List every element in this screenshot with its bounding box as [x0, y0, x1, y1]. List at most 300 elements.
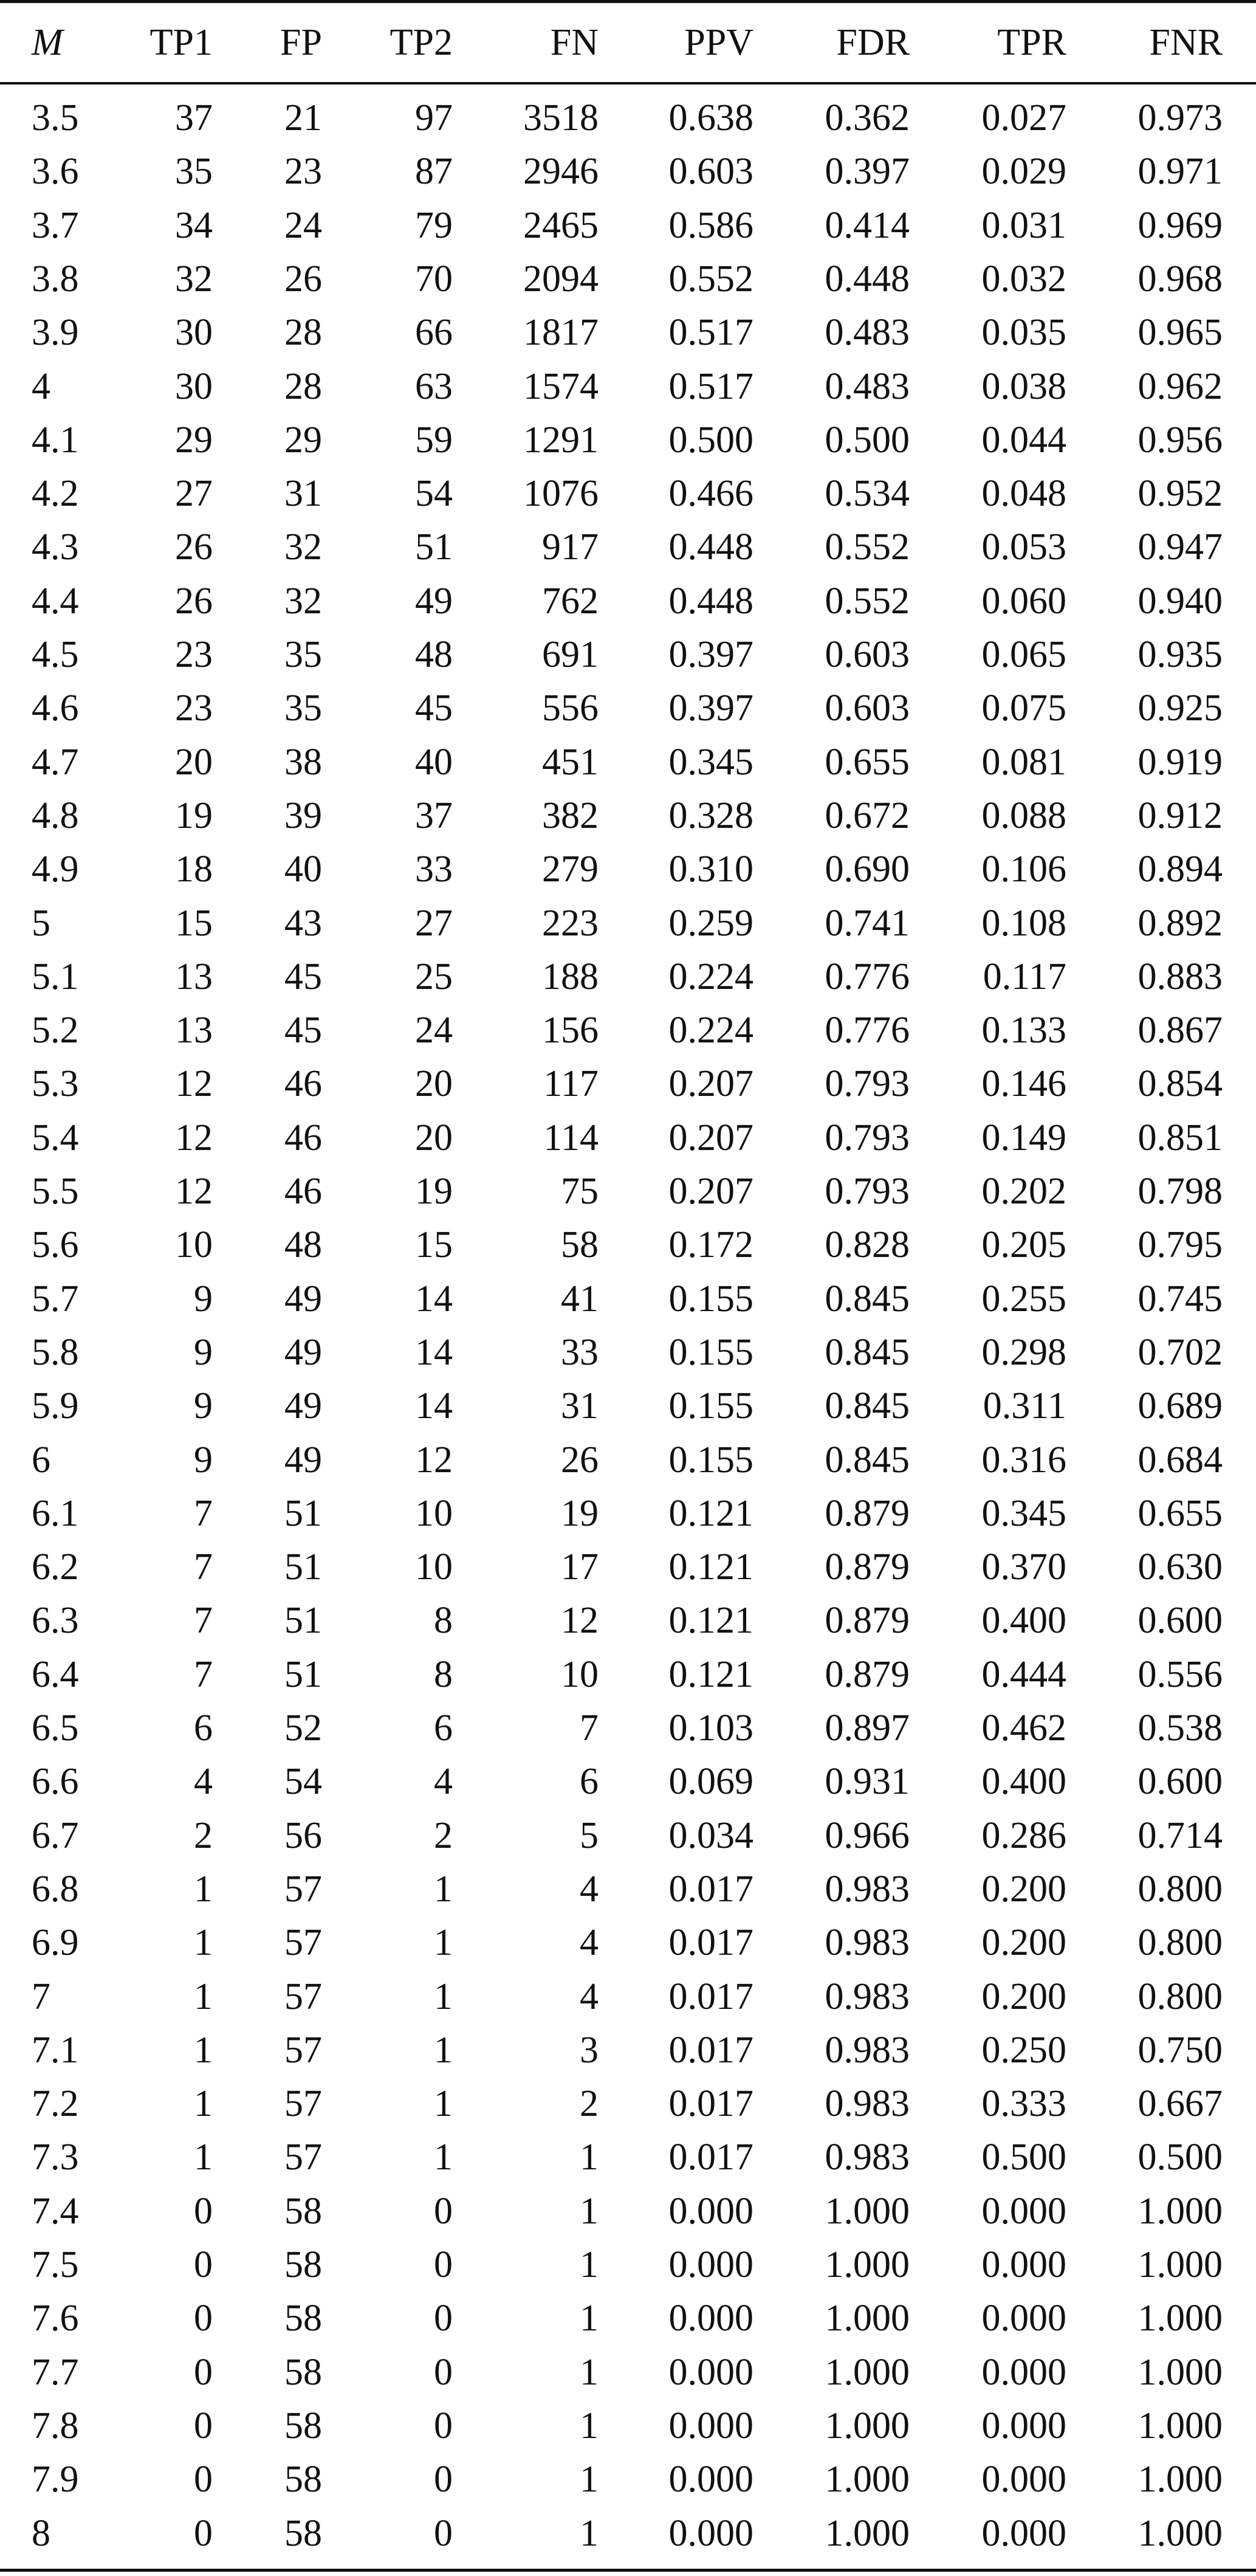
- cell-fnr: 0.600: [1138, 1600, 1223, 1641]
- cell-tpr: 0.044: [981, 419, 1066, 461]
- cell-fn: 12: [561, 1600, 599, 1641]
- cell-tp1: 23: [175, 634, 213, 675]
- cell-fn: 917: [542, 526, 599, 568]
- cell-fn: 1: [580, 2137, 599, 2178]
- cell-tp2: 1: [434, 1922, 453, 1963]
- cell-tp2: 1: [434, 1976, 453, 2017]
- cell-m: 4.5: [32, 634, 79, 675]
- table-header-row: [0, 5, 1256, 80]
- cell-ppv: 0.207: [668, 1063, 753, 1104]
- cell-tpr: 0.311: [983, 1385, 1066, 1427]
- cell-tpr: 0.065: [981, 634, 1066, 675]
- cell-fp: 51: [284, 1654, 322, 1695]
- cell-fn: 691: [542, 634, 599, 675]
- table-row: [0, 413, 1256, 467]
- cell-tp1: 35: [175, 151, 213, 192]
- cell-ppv: 0.155: [668, 1385, 753, 1427]
- cell-tpr: 0.000: [981, 2298, 1066, 2339]
- cell-m: 3.5: [32, 97, 79, 139]
- cell-tp2: 0: [434, 2459, 453, 2500]
- cell-m: 5.9: [32, 1385, 79, 1427]
- cell-fdr: 0.879: [825, 1493, 910, 1534]
- cell-tpr: 0.462: [981, 1707, 1066, 1749]
- cell-fp: 58: [284, 2191, 322, 2232]
- cell-fn: 1076: [523, 473, 599, 514]
- header-m: M: [32, 22, 63, 63]
- cell-m: 5.8: [32, 1332, 79, 1373]
- cell-fn: 4: [580, 1976, 599, 2017]
- cell-fp: 49: [284, 1439, 322, 1481]
- cell-fdr: 0.983: [825, 2083, 910, 2124]
- cell-m: 5.2: [32, 1010, 79, 1051]
- cell-fdr: 1.000: [825, 2298, 910, 2339]
- cell-tp1: 7: [194, 1654, 213, 1695]
- cell-fdr: 0.983: [825, 1976, 910, 2017]
- table-row: [0, 2346, 1256, 2399]
- cell-ppv: 0.603: [668, 151, 753, 192]
- cell-fn: 5: [580, 1815, 599, 1856]
- cell-ppv: 0.207: [668, 1171, 753, 1212]
- cell-fnr: 0.919: [1138, 742, 1223, 783]
- cell-fp: 58: [284, 2298, 322, 2339]
- table-row: [0, 950, 1256, 1004]
- table-row: [0, 1809, 1256, 1862]
- cell-tp1: 34: [175, 205, 213, 246]
- cell-fp: 57: [284, 2137, 322, 2178]
- cell-fnr: 0.556: [1138, 1654, 1223, 1695]
- cell-fdr: 1.000: [825, 2352, 910, 2393]
- cell-tp1: 12: [175, 1171, 213, 1212]
- cell-fn: 279: [542, 849, 599, 890]
- cell-fp: 58: [284, 2459, 322, 2500]
- cell-tp1: 9: [194, 1278, 213, 1320]
- cell-fdr: 0.983: [825, 2030, 910, 2071]
- cell-fp: 49: [284, 1332, 322, 1373]
- cell-fn: 1817: [523, 312, 599, 353]
- cell-m: 7.4: [32, 2191, 79, 2232]
- cell-fdr: 0.845: [825, 1278, 910, 1320]
- cell-fn: 1: [580, 2459, 599, 2500]
- cell-fp: 49: [284, 1385, 322, 1427]
- cell-tp1: 7: [194, 1546, 213, 1588]
- cell-tp2: 79: [415, 205, 453, 246]
- cell-ppv: 0.000: [668, 2244, 753, 2285]
- cell-m: 7.7: [32, 2352, 79, 2393]
- cell-tp2: 12: [415, 1439, 453, 1481]
- cell-fp: 46: [284, 1171, 322, 1212]
- cell-tp1: 0: [194, 2459, 213, 2500]
- cell-tp1: 1: [194, 1976, 213, 2017]
- table-row: [0, 1165, 1256, 1218]
- table-row: [0, 681, 1256, 735]
- cell-fnr: 0.600: [1138, 1761, 1223, 1802]
- cell-m: 6.3: [32, 1600, 79, 1641]
- cell-ppv: 0.155: [668, 1439, 753, 1481]
- cell-tp2: 33: [415, 849, 453, 890]
- cell-fn: 1291: [523, 419, 599, 461]
- cell-fn: 1574: [523, 366, 599, 407]
- cell-tp2: 45: [415, 687, 453, 729]
- cell-tpr: 0.032: [981, 258, 1066, 300]
- cell-fn: 382: [542, 795, 599, 836]
- cell-tpr: 0.000: [981, 2352, 1066, 2393]
- cell-fn: 33: [561, 1332, 599, 1373]
- table-header-rule: [0, 82, 1256, 84]
- cell-fdr: 0.397: [825, 151, 910, 192]
- header-ppv: PPV: [684, 22, 753, 63]
- cell-fnr: 0.800: [1138, 1976, 1223, 2017]
- cell-tpr: 0.200: [981, 1868, 1066, 1910]
- cell-m: 6.7: [32, 1815, 79, 1856]
- cell-m: 7.6: [32, 2298, 79, 2339]
- cell-tpr: 0.146: [981, 1063, 1066, 1104]
- table-row: [0, 1004, 1256, 1057]
- cell-tp1: 19: [175, 795, 213, 836]
- cell-ppv: 0.224: [668, 1010, 753, 1051]
- cell-tpr: 0.081: [981, 742, 1066, 783]
- header-fdr: FDR: [836, 22, 910, 63]
- table-row: [0, 2453, 1256, 2506]
- cell-fnr: 1.000: [1138, 2191, 1223, 2232]
- table-row: [0, 2399, 1256, 2453]
- cell-fdr: 0.414: [825, 205, 910, 246]
- cell-fnr: 0.940: [1138, 580, 1223, 622]
- cell-tp1: 2: [194, 1815, 213, 1856]
- table-row: [0, 360, 1256, 413]
- cell-tp1: 1: [194, 1922, 213, 1963]
- header-fp: FP: [280, 22, 322, 63]
- cell-tpr: 0.000: [981, 2405, 1066, 2447]
- cell-fp: 57: [284, 1868, 322, 1910]
- cell-fp: 58: [284, 2244, 322, 2285]
- cell-tpr: 0.200: [981, 1922, 1066, 1963]
- cell-fdr: 0.931: [825, 1761, 910, 1802]
- cell-tpr: 0.000: [981, 2513, 1066, 2554]
- cell-tp1: 9: [194, 1385, 213, 1427]
- cell-tp1: 1: [194, 2083, 213, 2124]
- cell-tp1: 18: [175, 849, 213, 890]
- cell-fdr: 0.966: [825, 1815, 910, 1856]
- cell-fdr: 0.655: [825, 742, 910, 783]
- cell-fnr: 1.000: [1138, 2298, 1223, 2339]
- cell-ppv: 0.448: [668, 526, 753, 568]
- cell-tpr: 0.205: [981, 1224, 1066, 1266]
- cell-m: 5.5: [32, 1171, 79, 1212]
- cell-ppv: 0.000: [668, 2405, 753, 2447]
- cell-fnr: 0.867: [1138, 1010, 1223, 1051]
- cell-tp2: 1: [434, 1868, 453, 1910]
- cell-fdr: 0.603: [825, 634, 910, 675]
- cell-ppv: 0.017: [668, 1976, 753, 2017]
- cell-m: 6.1: [32, 1493, 79, 1534]
- cell-fnr: 0.655: [1138, 1493, 1223, 1534]
- cell-fnr: 0.630: [1138, 1546, 1223, 1588]
- cell-tp1: 0: [194, 2352, 213, 2393]
- cell-fdr: 0.690: [825, 849, 910, 890]
- cell-tpr: 0.250: [981, 2030, 1066, 2071]
- cell-fdr: 0.983: [825, 1868, 910, 1910]
- cell-fp: 35: [284, 634, 322, 675]
- cell-tp2: 6: [434, 1707, 453, 1749]
- cell-fnr: 0.892: [1138, 903, 1223, 944]
- cell-fnr: 0.798: [1138, 1171, 1223, 1212]
- cell-fn: 2946: [523, 151, 599, 192]
- cell-fp: 56: [284, 1815, 322, 1856]
- header-tp1: TP1: [149, 22, 213, 63]
- cell-ppv: 0.517: [668, 312, 753, 353]
- cell-tp2: 1: [434, 2137, 453, 2178]
- cell-fp: 26: [284, 258, 322, 300]
- table-row: [0, 1540, 1256, 1594]
- cell-fn: 1: [580, 2298, 599, 2339]
- cell-fn: 6: [580, 1761, 599, 1802]
- cell-fdr: 0.983: [825, 1922, 910, 1963]
- cell-tp2: 24: [415, 1010, 453, 1051]
- cell-tp2: 87: [415, 151, 453, 192]
- table-row: [0, 1111, 1256, 1165]
- cell-ppv: 0.121: [668, 1493, 753, 1534]
- cell-tp2: 59: [415, 419, 453, 461]
- cell-ppv: 0.121: [668, 1654, 753, 1695]
- cell-tpr: 0.333: [981, 2083, 1066, 2124]
- cell-fdr: 1.000: [825, 2191, 910, 2232]
- cell-fdr: 0.776: [825, 1010, 910, 1051]
- cell-ppv: 0.638: [668, 97, 753, 139]
- table-bottom-rule: [0, 2569, 1256, 2572]
- header-fnr: FNR: [1149, 22, 1223, 63]
- table-row: [0, 1916, 1256, 1969]
- cell-fnr: 0.667: [1138, 2083, 1223, 2124]
- cell-fn: 556: [542, 687, 599, 729]
- cell-ppv: 0.500: [668, 419, 753, 461]
- cell-fn: 451: [542, 742, 599, 783]
- cell-ppv: 0.017: [668, 2137, 753, 2178]
- table-row: [0, 1272, 1256, 1326]
- cell-fn: 1: [580, 2405, 599, 2447]
- cell-fn: 58: [561, 1224, 599, 1266]
- cell-ppv: 0.017: [668, 2083, 753, 2124]
- cell-tp2: 10: [415, 1493, 453, 1534]
- table-row: [0, 1594, 1256, 1647]
- cell-tp2: 2: [434, 1815, 453, 1856]
- cell-m: 6.5: [32, 1707, 79, 1749]
- cell-m: 7.2: [32, 2083, 79, 2124]
- cell-fn: 1: [580, 2191, 599, 2232]
- cell-tpr: 0.316: [981, 1439, 1066, 1481]
- cell-fp: 54: [284, 1761, 322, 1802]
- cell-ppv: 0.552: [668, 258, 753, 300]
- cell-tpr: 0.200: [981, 1976, 1066, 2017]
- cell-fdr: 0.845: [825, 1332, 910, 1373]
- cell-fnr: 0.689: [1138, 1385, 1223, 1427]
- cell-fn: 1: [580, 2352, 599, 2393]
- table-row: [0, 1487, 1256, 1540]
- cell-tpr: 0.000: [981, 2191, 1066, 2232]
- cell-tp2: 1: [434, 2083, 453, 2124]
- cell-tpr: 0.255: [981, 1278, 1066, 1320]
- cell-tp1: 7: [194, 1600, 213, 1641]
- cell-fdr: 0.448: [825, 258, 910, 300]
- cell-fn: 3: [580, 2030, 599, 2071]
- cell-fn: 114: [543, 1117, 599, 1159]
- cell-m: 4.6: [32, 687, 79, 729]
- cell-fp: 52: [284, 1707, 322, 1749]
- cell-fnr: 1.000: [1138, 2513, 1223, 2554]
- cell-tpr: 0.060: [981, 580, 1066, 622]
- cell-tp1: 26: [175, 526, 213, 568]
- cell-fp: 31: [284, 473, 322, 514]
- cell-fdr: 0.845: [825, 1439, 910, 1481]
- cell-tpr: 0.029: [981, 151, 1066, 192]
- cell-m: 4: [32, 366, 50, 407]
- table-row: [0, 842, 1256, 896]
- cell-fp: 46: [284, 1063, 322, 1104]
- cell-fdr: 1.000: [825, 2405, 910, 2447]
- cell-fdr: 0.741: [825, 903, 910, 944]
- cell-fn: 4: [580, 1868, 599, 1910]
- cell-fn: 17: [561, 1546, 599, 1588]
- cell-fnr: 0.800: [1138, 1868, 1223, 1910]
- cell-fnr: 0.956: [1138, 419, 1223, 461]
- cell-tp1: 20: [175, 742, 213, 783]
- cell-ppv: 0.017: [668, 1922, 753, 1963]
- cell-fnr: 1.000: [1138, 2244, 1223, 2285]
- cell-tp2: 25: [415, 956, 453, 997]
- cell-fnr: 0.702: [1138, 1332, 1223, 1373]
- cell-tp2: 10: [415, 1546, 453, 1588]
- cell-fp: 51: [284, 1546, 322, 1588]
- cell-fp: 38: [284, 742, 322, 783]
- cell-fn: 3518: [523, 97, 599, 139]
- cell-ppv: 0.310: [668, 849, 753, 890]
- cell-ppv: 0.517: [668, 366, 753, 407]
- cell-fp: 29: [284, 419, 322, 461]
- cell-tp2: 0: [434, 2191, 453, 2232]
- cell-fdr: 0.534: [825, 473, 910, 514]
- header-tpr: TPR: [997, 22, 1066, 63]
- cell-fdr: 0.793: [825, 1063, 910, 1104]
- cell-ppv: 0.000: [668, 2513, 753, 2554]
- cell-m: 7.8: [32, 2405, 79, 2447]
- cell-fdr: 0.362: [825, 97, 910, 139]
- cell-m: 6: [32, 1439, 50, 1481]
- cell-fdr: 0.483: [825, 312, 910, 353]
- cell-tp1: 6: [194, 1707, 213, 1749]
- cell-tp2: 48: [415, 634, 453, 675]
- cell-ppv: 0.034: [668, 1815, 753, 1856]
- cell-fn: 223: [542, 903, 599, 944]
- cell-fdr: 0.879: [825, 1654, 910, 1695]
- cell-fp: 35: [284, 687, 322, 729]
- table-row: [0, 145, 1256, 198]
- cell-fn: 4: [580, 1922, 599, 1963]
- cell-fnr: 1.000: [1138, 2405, 1223, 2447]
- cell-fnr: 0.851: [1138, 1117, 1223, 1159]
- cell-tp1: 10: [175, 1224, 213, 1266]
- cell-tp2: 8: [434, 1600, 453, 1641]
- cell-tp2: 20: [415, 1063, 453, 1104]
- header-fn: FN: [550, 22, 599, 63]
- cell-m: 7.1: [32, 2030, 79, 2071]
- cell-fp: 58: [284, 2405, 322, 2447]
- cell-fnr: 0.962: [1138, 366, 1223, 407]
- cell-fdr: 0.845: [825, 1385, 910, 1427]
- table-row: [0, 1701, 1256, 1755]
- cell-tp1: 15: [175, 903, 213, 944]
- cell-ppv: 0.000: [668, 2459, 753, 2500]
- cell-m: 8: [32, 2513, 50, 2554]
- cell-tp2: 1: [434, 2030, 453, 2071]
- table-row: [0, 1379, 1256, 1433]
- cell-fdr: 0.672: [825, 795, 910, 836]
- cell-tp1: 0: [194, 2405, 213, 2447]
- cell-tpr: 0.048: [981, 473, 1066, 514]
- cell-ppv: 0.000: [668, 2352, 753, 2393]
- table-row: [0, 1326, 1256, 1379]
- cell-tpr: 0.035: [981, 312, 1066, 353]
- cell-fdr: 0.828: [825, 1224, 910, 1266]
- cell-fp: 58: [284, 2513, 322, 2554]
- cell-fp: 57: [284, 2030, 322, 2071]
- table-row: [0, 1057, 1256, 1111]
- cell-tp1: 7: [194, 1493, 213, 1534]
- cell-tp2: 51: [415, 526, 453, 568]
- cell-ppv: 0.017: [668, 1868, 753, 1910]
- cell-tpr: 0.149: [981, 1117, 1066, 1159]
- cell-tpr: 0.500: [981, 2137, 1066, 2178]
- table-row: [0, 467, 1256, 520]
- cell-tp1: 4: [194, 1761, 213, 1802]
- cell-tpr: 0.298: [981, 1332, 1066, 1373]
- cell-fdr: 0.552: [825, 526, 910, 568]
- cell-ppv: 0.121: [668, 1546, 753, 1588]
- cell-fdr: 0.983: [825, 2137, 910, 2178]
- cell-fp: 57: [284, 1922, 322, 1963]
- cell-fp: 51: [284, 1600, 322, 1641]
- cell-fdr: 0.776: [825, 956, 910, 997]
- cell-fdr: 0.879: [825, 1546, 910, 1588]
- table-row: [0, 2130, 1256, 2184]
- cell-m: 3.8: [32, 258, 79, 300]
- cell-fp: 48: [284, 1224, 322, 1266]
- table-row: [0, 574, 1256, 628]
- cell-fn: 156: [542, 1010, 599, 1051]
- cell-fdr: 0.793: [825, 1171, 910, 1212]
- table-row: [0, 2023, 1256, 2077]
- cell-fnr: 0.894: [1138, 849, 1223, 890]
- cell-fnr: 0.714: [1138, 1815, 1223, 1856]
- cell-tp2: 14: [415, 1278, 453, 1320]
- table-row: [0, 2507, 1256, 2560]
- cell-fn: 2465: [523, 205, 599, 246]
- cell-fnr: 0.854: [1138, 1063, 1223, 1104]
- cell-fnr: 0.971: [1138, 151, 1223, 192]
- cell-fp: 24: [284, 205, 322, 246]
- cell-tp1: 0: [194, 2298, 213, 2339]
- cell-m: 7.9: [32, 2459, 79, 2500]
- table-row: [0, 1648, 1256, 1701]
- cell-tpr: 0.027: [981, 97, 1066, 139]
- cell-ppv: 0.448: [668, 580, 753, 622]
- table-row: [0, 1970, 1256, 2023]
- table-row: [0, 2292, 1256, 2345]
- table-row: [0, 1862, 1256, 1916]
- cell-tp1: 29: [175, 419, 213, 461]
- table-row: [0, 735, 1256, 789]
- cell-tpr: 0.108: [981, 903, 1066, 944]
- cell-fn: 762: [542, 580, 599, 622]
- cell-tp2: 27: [415, 903, 453, 944]
